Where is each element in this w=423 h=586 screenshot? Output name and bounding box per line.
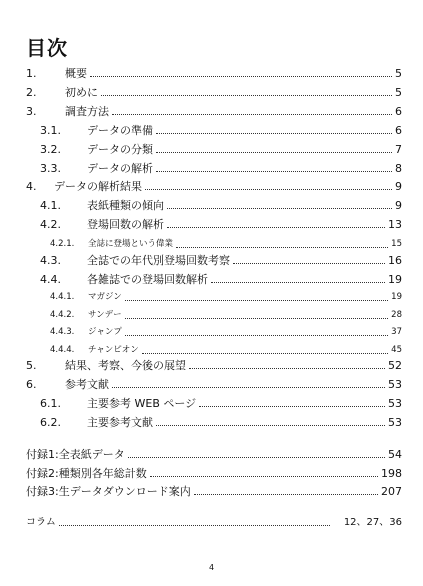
leader-dots — [112, 387, 385, 388]
toc-entry-number: 6. — [26, 378, 37, 391]
toc-entry-label: 概要 — [65, 67, 87, 80]
leader-dots — [156, 152, 392, 153]
toc-entry[interactable] — [40, 269, 402, 286]
toc-entry-number: 3.2. — [40, 143, 61, 156]
toc-entry-label: ジャンプ — [88, 327, 122, 337]
toc-entry[interactable] — [40, 412, 402, 429]
toc-entry-page: 37 — [391, 327, 402, 337]
leader-dots — [142, 353, 388, 354]
toc-entry-number: 1. — [26, 67, 37, 80]
appendix-label: 付録3:生データダウンロード案内 — [26, 485, 191, 498]
toc-title: 目次 — [26, 36, 68, 60]
toc-entry[interactable] — [26, 355, 402, 372]
toc-entry-label: データの解析結果 — [54, 180, 142, 193]
toc-entry-page: 9 — [395, 180, 402, 193]
toc-entry-label: 表紙種類の傾向 — [87, 199, 164, 212]
toc-entry-number: 5. — [26, 359, 37, 372]
leader-dots — [167, 208, 392, 209]
appendix-entry[interactable] — [26, 481, 402, 498]
toc-entry[interactable] — [50, 339, 402, 356]
toc-entry-label: 結果、考察、今後の展望 — [65, 359, 186, 372]
toc-entry-number: 3.1. — [40, 124, 61, 137]
leader-dots — [145, 189, 392, 190]
toc-entry-label: 調査方法 — [65, 105, 109, 118]
toc-entry-number: 4.4.4. — [50, 345, 75, 355]
appendix-page: 54 — [388, 448, 402, 461]
leader-dots — [211, 282, 385, 283]
leader-dots — [59, 525, 330, 526]
toc-entry[interactable] — [26, 82, 402, 99]
column-label: コラム — [26, 517, 56, 528]
toc-entry-page: 5 — [395, 86, 402, 99]
toc-entry-page: 19 — [391, 292, 402, 302]
toc-entry-number: 4.2. — [40, 218, 61, 231]
toc-entry-page: 16 — [388, 254, 402, 267]
toc-entry[interactable] — [26, 374, 402, 391]
appendix-label: 付録2:種類別各年総計数 — [26, 467, 147, 480]
toc-entry-number: 2. — [26, 86, 37, 99]
toc-entry[interactable] — [40, 139, 402, 156]
appendix-page: 198 — [381, 467, 402, 480]
toc-entry[interactable] — [26, 101, 402, 118]
leader-dots — [233, 263, 385, 264]
toc-entry-page: 53 — [388, 397, 402, 410]
toc-entry-number: 3.3. — [40, 162, 61, 175]
appendix-entry[interactable] — [26, 444, 402, 461]
toc-entry-number: 4.2.1. — [50, 239, 75, 249]
toc-entry-page: 19 — [388, 273, 402, 286]
toc-entry[interactable] — [40, 195, 402, 212]
appendix-entry[interactable] — [26, 463, 402, 480]
toc-entry-page: 6 — [395, 105, 402, 118]
toc-entry-number: 4.4.3. — [50, 327, 75, 337]
leader-dots — [156, 425, 385, 426]
toc-entry-page: 53 — [388, 378, 402, 391]
toc-entry[interactable] — [50, 321, 402, 338]
toc-entry-page: 15 — [391, 239, 402, 249]
toc-entry[interactable] — [50, 304, 402, 321]
leader-dots — [101, 95, 392, 96]
column-pages: 12、27、36 — [343, 517, 402, 528]
toc-entry-label: 参考文献 — [65, 378, 109, 391]
leader-dots — [156, 133, 392, 134]
leader-dots — [125, 300, 388, 301]
toc-entry-label: チャンピオン — [88, 345, 139, 355]
toc-entry-label: 全誌に登場という偉業 — [88, 239, 174, 249]
toc-entry[interactable] — [50, 286, 402, 303]
toc-entry-number: 4.4.2. — [50, 310, 75, 320]
toc-entry-page: 45 — [391, 345, 402, 355]
leader-dots — [90, 76, 392, 77]
leader-dots — [189, 368, 385, 369]
toc-entry-number: 6.2. — [40, 416, 61, 429]
toc-entry-page: 52 — [388, 359, 402, 372]
toc-entry-page: 6 — [395, 124, 402, 137]
toc-entry-page: 28 — [391, 310, 402, 320]
toc-entry-label: 主要参考 WEB ページ — [87, 397, 197, 410]
page-number: 4 — [208, 563, 215, 572]
toc-entry-number: 6.1. — [40, 397, 61, 410]
toc-entry-number: 4.1. — [40, 199, 61, 212]
column-entry[interactable] — [26, 512, 402, 529]
toc-entry-number: 4.3. — [40, 254, 61, 267]
leader-dots — [125, 335, 388, 336]
toc-entry-page: 53 — [388, 416, 402, 429]
toc-entry-label: 登場回数の解析 — [87, 218, 164, 231]
leader-dots — [167, 227, 385, 228]
toc-entry-label: データの準備 — [87, 124, 153, 137]
toc-entry-label: 主要参考文献 — [87, 416, 153, 429]
toc-entry-page: 7 — [395, 143, 402, 156]
toc-entry-number: 4. — [26, 180, 37, 193]
leader-dots — [112, 114, 392, 115]
leader-dots — [176, 247, 388, 248]
toc-entry[interactable] — [26, 63, 402, 80]
toc-entry-label: データの分類 — [87, 143, 153, 156]
toc-entry[interactable] — [40, 214, 402, 231]
leader-dots — [194, 494, 378, 495]
toc-entry[interactable] — [40, 393, 402, 410]
toc-entry[interactable] — [40, 250, 402, 267]
toc-entry[interactable] — [50, 233, 402, 250]
leader-dots — [125, 318, 389, 319]
toc-entry-number: 3. — [26, 105, 37, 118]
toc-entry-label: サンデー — [88, 310, 122, 320]
toc-entry-label: 全誌での年代別登場回数考察 — [87, 254, 230, 267]
toc-entry[interactable] — [40, 158, 402, 175]
toc-entry-number: 4.4. — [40, 273, 61, 286]
leader-dots — [199, 406, 385, 407]
appendix-label: 付録1:全表紙データ — [26, 448, 125, 461]
toc-entry-page: 5 — [395, 67, 402, 80]
leader-dots — [156, 171, 392, 172]
appendix-page: 207 — [381, 485, 402, 498]
toc-entry-page: 8 — [395, 162, 402, 175]
toc-entry-label: マガジン — [88, 292, 122, 302]
toc-entry-label: 各雑誌での登場回数解析 — [87, 273, 208, 286]
toc-entry-page: 9 — [395, 199, 402, 212]
toc-entry-number: 4.4.1. — [50, 292, 75, 302]
toc-entry[interactable] — [40, 120, 402, 137]
toc-entry[interactable] — [26, 176, 402, 193]
toc-entry-page: 13 — [388, 218, 402, 231]
leader-dots — [128, 457, 385, 458]
toc-entry-label: データの解析 — [87, 162, 153, 175]
toc-entry-label: 初めに — [65, 86, 98, 99]
leader-dots — [150, 476, 378, 477]
